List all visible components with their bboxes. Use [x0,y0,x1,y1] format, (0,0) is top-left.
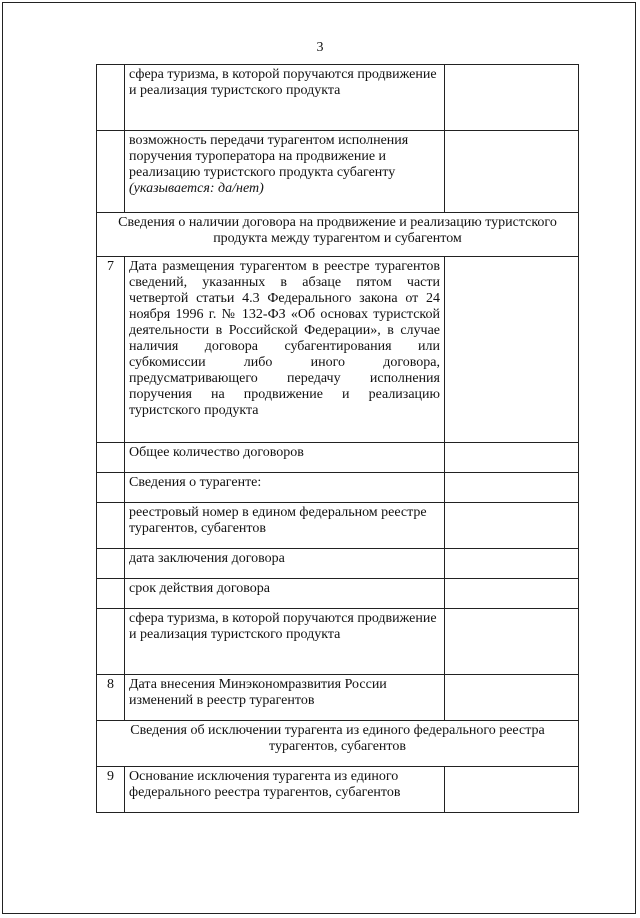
row-label: Общее количество договоров [125,443,445,473]
value-cell [445,549,579,579]
row-number-cell [97,503,125,549]
row-label-text: возможность передачи турагентом исполнения поручения туроператора на продвижение и реализацию туристского продукта субагенту [129,133,409,180]
row-label: Сведения о турагенте: [125,473,445,503]
row-number: 8 [97,675,125,721]
row-label: Основание исключения турагента из единого федерального реестра турагентов, субагентов [125,767,445,813]
row-number-cell [97,549,125,579]
value-cell [445,473,579,503]
row-label: сфера туризма, в которой поручаются продвижение и реализация туристского продукта [125,65,445,131]
form-table [96,64,579,813]
row-label: Дата внесения Минэкономразвития России изменений в реестр турагентов [125,675,445,721]
row-number-cell [97,65,125,131]
row-number-cell [97,443,125,473]
value-cell [445,767,579,813]
section-header-row [97,213,579,257]
table-row [97,473,579,503]
value-cell [445,131,579,213]
row-label [125,131,445,213]
table-row [97,131,579,213]
table-row [97,675,579,721]
row-note: (указывается: да/нет) [129,181,264,196]
section-header: Сведения о наличии договора на продвижение и реализацию туристского продукта между турагентом и субагентом [97,213,579,257]
row-label: Дата размещения турагентом в реестре турагентов сведений, указанных в абзаце пятом части четвертой статьи 4.3 Федерального закона от 24 ноября 1996 г. № 132-ФЗ «Об основах туристской деятельности в Российской Федерации», в случае наличия договора субагентирования или субкомиссии либо иного договора, предусматривающего передачу исполнения поручения на продвижение и реализацию туристского продукта [125,257,445,443]
row-number: 9 [97,767,125,813]
row-number-cell [97,579,125,609]
section-header: Сведения об исключении турагента из единого федерального реестра турагентов, субагентов [97,721,579,767]
row-number-cell [97,473,125,503]
section-header-row [97,721,579,767]
row-label: дата заключения договора [125,549,445,579]
value-cell [445,503,579,549]
page-number: 3 [316,40,324,55]
table-row [97,767,579,813]
table-row [97,579,579,609]
row-number-cell [97,131,125,213]
table-row [97,257,579,443]
value-cell [445,609,579,675]
table-row [97,549,579,579]
value-cell [445,443,579,473]
table-row [97,65,579,131]
row-label: реестровый номер в едином федеральном реестре турагентов, субагентов [125,503,445,549]
row-number-cell [97,609,125,675]
value-cell [445,579,579,609]
table-row [97,609,579,675]
table-row [97,503,579,549]
value-cell [445,675,579,721]
value-cell [445,65,579,131]
value-cell [445,257,579,443]
row-label: срок действия договора [125,579,445,609]
table-row [97,443,579,473]
row-number: 7 [97,257,125,443]
row-label: сфера туризма, в которой поручаются продвижение и реализация туристского продукта [125,609,445,675]
